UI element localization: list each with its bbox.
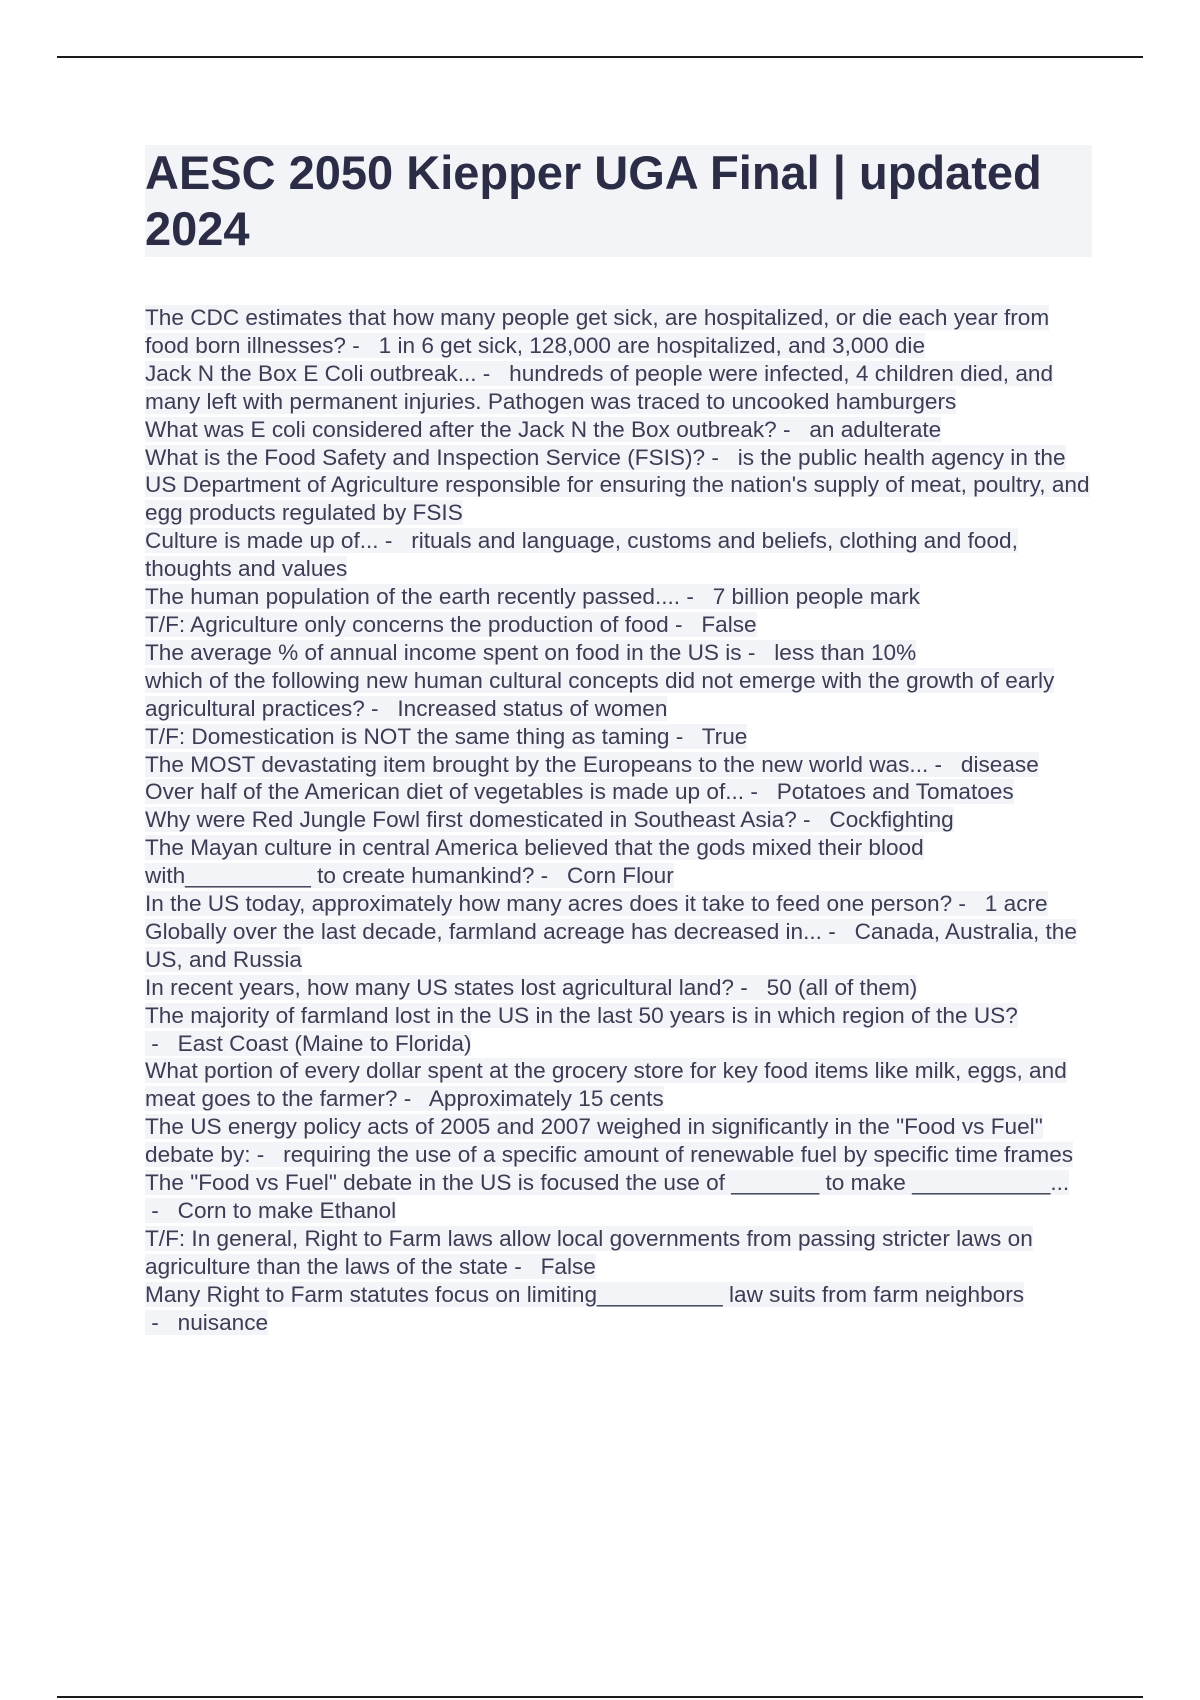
- question-text: Over half of the American diet of vegetables is made up of...: [145, 779, 745, 805]
- answer-text: 1 in 6 get sick, 128,000 are hospitalized, and 3,000 die: [378, 332, 926, 358]
- qa-separator: -: [145, 1198, 178, 1223]
- answer-text: Approximately 15 cents: [428, 1086, 664, 1112]
- qa-entry-text: [145, 1058, 1067, 1111]
- header-rule: [57, 56, 1143, 58]
- qa-separator: -: [507, 1253, 541, 1279]
- qa-entry-text: [145, 528, 1018, 581]
- answer-text: Corn to make Ethanol: [177, 1198, 397, 1223]
- qa-separator: -: [378, 528, 412, 554]
- qa-entry: [145, 890, 1090, 918]
- qa-entry: [145, 918, 1090, 974]
- qa-entry-text: [145, 807, 954, 832]
- qa-separator: -: [821, 918, 855, 944]
- qa-separator: -: [668, 611, 702, 637]
- qa-entry-text: [145, 835, 924, 888]
- footer-rule: [57, 1696, 1143, 1698]
- qa-entry: [145, 974, 1090, 1002]
- qa-separator: -: [796, 807, 830, 833]
- qa-entry-text: [145, 919, 1077, 972]
- qa-entry: [145, 639, 1090, 667]
- qa-entry: [145, 1281, 1090, 1337]
- qa-entry-text: [145, 445, 1090, 526]
- qa-separator: -: [397, 1086, 429, 1112]
- qa-entry-text: [145, 584, 920, 609]
- qa-separator: -: [928, 751, 961, 777]
- qa-entry-text: [145, 724, 747, 749]
- question-text: Why were Red Jungle Fowl first domesticated in Southeast Asia?: [145, 807, 797, 833]
- qa-entry-text: [145, 1114, 1073, 1167]
- qa-entry-text: [145, 640, 916, 665]
- answer-text: Canada, Australia, the US, and Russia: [145, 918, 1077, 972]
- qa-entry: [145, 611, 1090, 639]
- answer-text: Corn Flour: [567, 863, 674, 889]
- qa-entry-text: [145, 752, 1039, 777]
- answer-text: 1 acre: [984, 891, 1048, 917]
- qa-entry: [145, 723, 1090, 751]
- qa-entry: [145, 751, 1090, 779]
- qa-separator: -: [476, 360, 510, 386]
- qa-separator: -: [741, 639, 775, 665]
- qa-separator: -: [733, 974, 767, 1000]
- qa-entry-text: [145, 1226, 1033, 1279]
- question-text: Culture is made up of...: [145, 528, 379, 554]
- qa-entry: [145, 1113, 1090, 1169]
- answer-text: Cockfighting: [829, 807, 954, 833]
- qa-separator: -: [776, 416, 810, 442]
- answer-text: Increased status of women: [397, 695, 668, 721]
- answer-text: rituals and language, customs and beliefs, clothing and food, thoughts and values: [145, 528, 1018, 582]
- qa-entry: [145, 806, 1090, 834]
- answer-text: East Coast (Maine to Florida): [177, 1030, 472, 1056]
- qa-separator: -: [534, 863, 568, 889]
- qa-separator: -: [145, 1309, 178, 1335]
- answer-text: Potatoes and Tomatoes: [776, 779, 1014, 805]
- question-text: The CDC estimates that how many people get sick, are hospitalized, or die each year from food born illnesses?: [145, 305, 1050, 358]
- qa-entry-text: [145, 779, 1014, 804]
- qa-entry-text: [145, 975, 917, 1000]
- qa-entry: [145, 360, 1090, 416]
- qa-entry: [145, 416, 1090, 444]
- question-text: What portion of every dollar spent at the grocery store for key food items like milk, eggs, and meat goes to the farmer?: [145, 1058, 1067, 1112]
- question-text: T/F: Domestication is NOT the same thing as taming: [145, 723, 670, 749]
- question-text: T/F: In general, Right to Farm laws allow local governments from passing stricter laws on agriculture than the laws of the state: [145, 1225, 1033, 1279]
- answer-text: 50 (all of them): [766, 974, 918, 1000]
- question-text: The average % of annual income spent on food in the US is: [145, 639, 742, 665]
- answer-text: less than 10%: [774, 639, 917, 665]
- qa-list: [145, 304, 1090, 1337]
- qa-entry-text: [145, 891, 1048, 916]
- qa-entry-text: [145, 305, 1049, 358]
- question-text: The US energy policy acts of 2005 and 2007 weighed in significantly in the "Food vs Fuel" debate by:: [145, 1114, 1043, 1168]
- qa-entry: [145, 1169, 1090, 1225]
- qa-entry: [145, 667, 1090, 723]
- qa-entry: [145, 834, 1090, 890]
- qa-entry: [145, 444, 1090, 528]
- qa-entry: [145, 583, 1090, 611]
- answer-text: True: [701, 723, 748, 749]
- qa-separator: -: [669, 723, 702, 749]
- question-text: Jack N the Box E Coli outbreak...: [145, 360, 477, 386]
- question-text: which of the following new human cultural concepts did not emerge with the growth of early agricultural practices?: [145, 667, 1055, 721]
- answer-text: disease: [960, 751, 1039, 777]
- question-text: What was E coli considered after the Jack N the Box outbreak?: [145, 416, 777, 442]
- question-text: The Mayan culture in central America believed that the gods mixed their blood with__________ to create humankind?: [145, 835, 924, 889]
- qa-separator: -: [364, 695, 398, 721]
- question-text: The "Food vs Fuel" debate in the US is focused the use of _______ to make ___________...: [145, 1170, 1070, 1196]
- qa-separator: -: [345, 332, 379, 358]
- question-text: In the US today, approximately how many acres does it take to feed one person?: [145, 891, 953, 917]
- document-title: AESC 2050 Kiepper UGA Final | updated 2024: [145, 146, 1042, 255]
- qa-entry-text: [145, 1170, 1069, 1223]
- answer-text: is the public health agency in the US Department of Agriculture responsible for ensuring the nation's supply of meat, poultry, and egg products regulated by FSIS: [145, 444, 1090, 526]
- title-band: [145, 145, 1092, 257]
- qa-separator: -: [705, 444, 738, 470]
- answer-text: False: [540, 1253, 596, 1279]
- answer-text: False: [701, 611, 757, 637]
- question-text: The MOST devastating item brought by the Europeans to the new world was...: [145, 751, 929, 777]
- qa-entry: [145, 1057, 1090, 1113]
- qa-entry: [145, 1225, 1090, 1281]
- qa-separator: -: [250, 1142, 284, 1168]
- qa-separator: -: [744, 779, 777, 805]
- answer-text: 7 billion people mark: [712, 584, 920, 610]
- answer-text: requiring the use of a specific amount of renewable fuel by specific time frames: [283, 1142, 1074, 1168]
- qa-entry-text: [145, 417, 941, 442]
- question-text: Globally over the last decade, farmland acreage has decreased in...: [145, 918, 822, 944]
- question-text: T/F: Agriculture only concerns the production of food: [145, 611, 669, 637]
- qa-separator: -: [680, 584, 713, 610]
- question-text: In recent years, how many US states lost agricultural land?: [145, 974, 734, 1000]
- document-page: [145, 145, 1090, 1337]
- qa-entry: [145, 778, 1090, 806]
- answer-text: nuisance: [177, 1309, 269, 1335]
- qa-entry-text: [145, 668, 1054, 721]
- question-text: Many Right to Farm statutes focus on limiting__________ law suits from farm neighbors: [145, 1281, 1025, 1307]
- qa-entry: [145, 527, 1090, 583]
- qa-entry: [145, 304, 1090, 360]
- qa-separator: -: [145, 1030, 178, 1056]
- question-text: The human population of the earth recently passed....: [145, 584, 681, 610]
- qa-entry: [145, 1002, 1090, 1058]
- qa-entry-text: [145, 361, 1053, 414]
- qa-entry-text: [145, 1282, 1024, 1335]
- qa-entry-text: [145, 612, 757, 637]
- qa-entry-text: [145, 1003, 1018, 1056]
- question-text: What is the Food Safety and Inspection Service (FSIS)?: [145, 444, 706, 470]
- qa-separator: -: [952, 891, 985, 917]
- question-text: The majority of farmland lost in the US in the last 50 years is in which region of the US?: [145, 1002, 1018, 1028]
- answer-text: hundreds of people were infected, 4 children died, and many left with permanent injuries. Pathogen was traced to uncooked hamburgers: [145, 360, 1054, 414]
- answer-text: an adulterate: [809, 416, 942, 442]
